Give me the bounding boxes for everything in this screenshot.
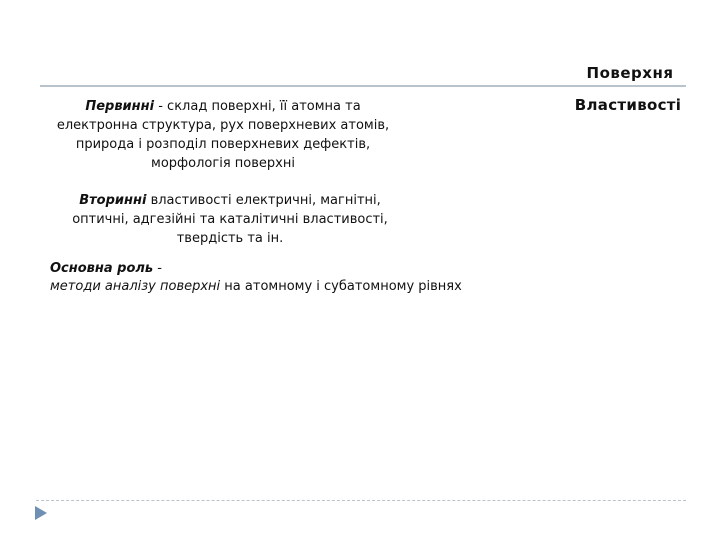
main-role-paragraph: [50, 260, 570, 296]
secondary-term: Вторинні: [79, 193, 147, 208]
methods-rest: на атомному і субатомному рівнях: [220, 279, 462, 294]
primary-text: - склад поверхні, її атомна та електронна структура, рух поверхневих атомів, природа і розподіл поверхневих дефектів, морфологія поверхні: [56, 99, 390, 171]
slide-title-line-2: Властивості: [574, 96, 682, 114]
slide-title-line-1: Поверхня: [586, 64, 674, 82]
footer-divider: [36, 500, 686, 501]
secondary-properties-paragraph: [50, 191, 410, 248]
methods-line: [50, 278, 570, 296]
primary-term: Первинні: [85, 99, 155, 114]
primary-properties-paragraph: [46, 97, 400, 173]
main-role-dash: -: [153, 261, 162, 276]
methods-term: методи аналізу поверхні: [50, 279, 221, 294]
title-divider: [40, 85, 686, 87]
secondary-text: властивості електричні, магнітні, оптичні, адгезійні та каталітичні властивості, твердість та ін.: [72, 193, 388, 246]
main-role-line: [50, 260, 570, 278]
main-role-label: Основна роль: [50, 261, 154, 276]
play-triangle-icon: [35, 506, 47, 520]
